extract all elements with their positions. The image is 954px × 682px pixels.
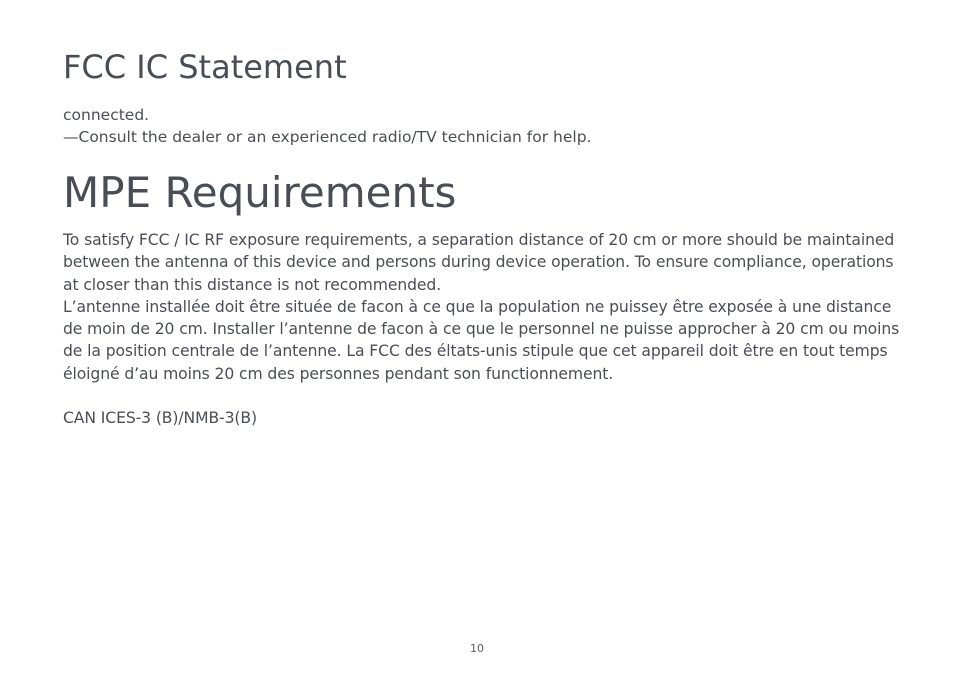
paragraph-french: L’antenne installée doit être située de facon à ce que la population ne puissey être exposée à une distance de moin de 20 cm. Installer l’antenne de facon à ce que le personnel ne puisse approcher à 20 cm ou moins de la position centrale de l’antenne. La FCC des éltats-unis stipule que cet appareil doit être en tout temps éloigné d’au moins 20 cm des personnes pendant son functionnement.	[63, 297, 900, 383]
consult-dealer-line: —Consult the dealer or an experienced radio/TV technician for help.	[63, 128, 592, 146]
paragraph-english: To satisfy FCC / IC RF exposure requirements, a separation distance of 20 cm or more should be maintained between the antenna of this device and persons during device operation. To ensure compliance, operations at closer than this distance is not recommended.	[63, 231, 895, 294]
page-number: 10	[470, 642, 484, 655]
continuation-line: connected.	[63, 106, 150, 124]
paragraph-spacer	[63, 385, 913, 407]
compliance-label: CAN ICES-3 (B)/NMB-3(B)	[63, 409, 257, 428]
section-mpe-body	[63, 229, 913, 430]
section-fcc-ic-body	[63, 104, 903, 148]
section-title-fcc-ic: FCC IC Statement	[63, 48, 347, 86]
section-title-mpe: MPE Requirements	[63, 168, 457, 217]
